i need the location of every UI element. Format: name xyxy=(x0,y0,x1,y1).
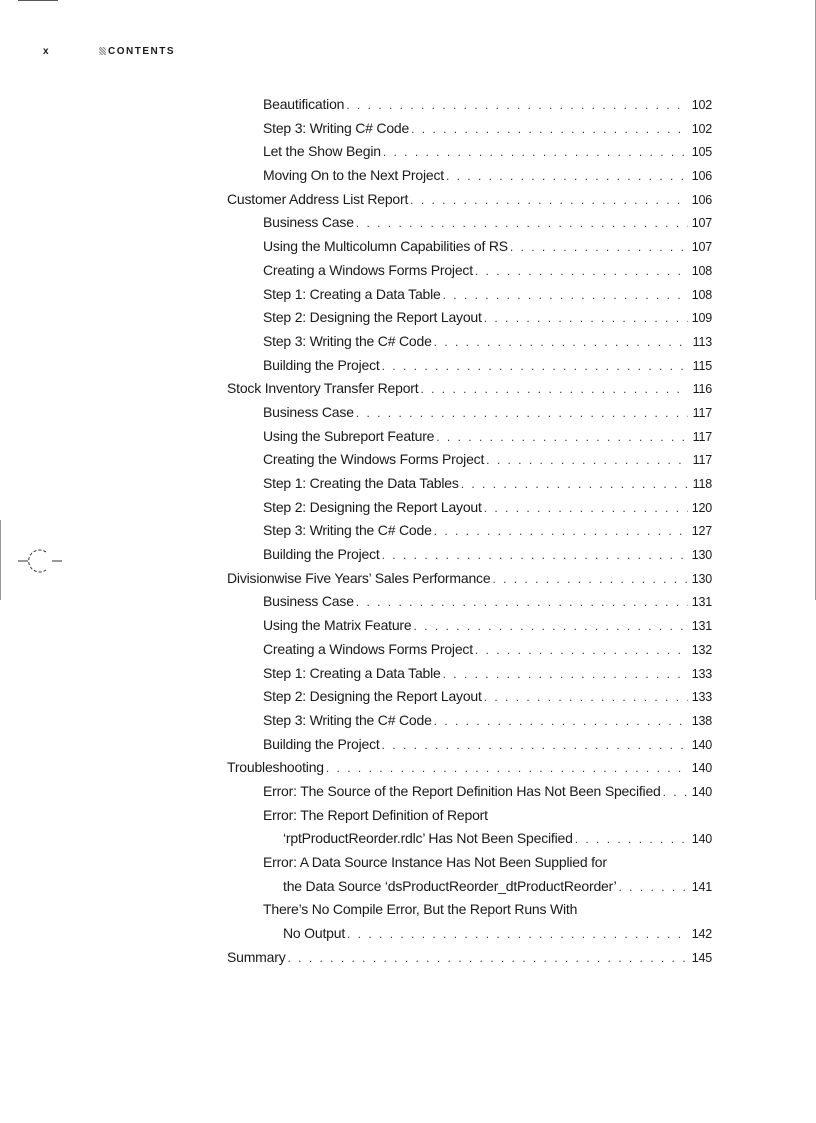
dot-leader xyxy=(288,951,689,965)
toc-entry[interactable] xyxy=(227,783,712,807)
toc-entry-title: Step 3: Writing the C# Code xyxy=(263,332,432,349)
toc-entry[interactable] xyxy=(227,736,712,760)
toc-entry-title: Moving On to the Next Project xyxy=(263,167,444,184)
dot-leader xyxy=(575,832,688,846)
toc-entry-page: 131 xyxy=(691,619,712,634)
dot-leader xyxy=(484,311,688,325)
toc-entry-title: Troubleshooting xyxy=(227,759,324,776)
toc-entry-title: No Output xyxy=(283,925,346,942)
toc-entry-title: Step 2: Designing the Report Layout xyxy=(263,309,482,326)
page-number: x xyxy=(43,45,51,57)
toc-entry[interactable] xyxy=(227,428,712,452)
toc-entry[interactable] xyxy=(227,451,712,475)
dot-leader xyxy=(443,288,688,302)
toc-entry[interactable] xyxy=(227,830,712,854)
toc-entry[interactable] xyxy=(227,167,712,191)
section-marker-icon xyxy=(99,47,106,55)
toc-entry-title: Step 3: Writing the C# Code xyxy=(263,522,432,539)
toc-entry[interactable] xyxy=(227,759,712,783)
dot-leader xyxy=(382,738,688,752)
toc-entry-page: 113 xyxy=(692,334,712,349)
toc-entry-page: 117 xyxy=(692,429,712,444)
toc-entry-title: Customer Address List Report xyxy=(227,190,409,207)
dot-leader xyxy=(446,169,688,183)
toc-entry[interactable] xyxy=(227,333,712,357)
toc-entry[interactable] xyxy=(227,238,712,262)
toc-entry-title: Step 3: Writing the C# Code xyxy=(263,711,432,728)
page-edge-left xyxy=(0,520,1,600)
toc-entry-title: Creating a Windows Forms Project xyxy=(263,640,473,657)
toc-entry-page: 118 xyxy=(692,477,712,491)
toc-entry-title: Beautification xyxy=(263,96,345,112)
toc-entry-page: 133 xyxy=(691,690,712,705)
toc-entry-page: 138 xyxy=(691,713,712,728)
toc-entry-title: Building the Project xyxy=(263,735,380,752)
toc-entry-title: Building the Project xyxy=(263,356,380,373)
toc-entry-page: 133 xyxy=(691,666,712,681)
toc-entry-title: Using the Matrix Feature xyxy=(263,617,412,634)
dot-leader xyxy=(475,264,688,278)
toc-entry-title: Step 1: Creating the Data Tables xyxy=(263,475,459,491)
section-title: CONTENTS xyxy=(108,45,175,57)
toc-entry-title: Stock Inventory Transfer Report xyxy=(227,380,419,397)
toc-entry-page: 127 xyxy=(691,524,712,539)
toc-entry[interactable] xyxy=(227,925,712,949)
toc-entry[interactable] xyxy=(227,262,712,286)
dot-leader xyxy=(411,122,688,136)
dot-leader xyxy=(326,761,688,775)
dot-leader xyxy=(356,406,688,420)
toc-entry-page: 106 xyxy=(691,192,712,207)
toc-entry-page: 142 xyxy=(691,927,712,942)
dot-leader xyxy=(420,382,688,396)
toc-entry[interactable] xyxy=(227,593,712,617)
toc-entry-title: Step 2: Designing the Report Layout xyxy=(263,688,482,705)
toc-entry-page: 132 xyxy=(691,642,712,657)
toc-entry[interactable] xyxy=(227,120,712,144)
toc-entry-page: 116 xyxy=(692,382,712,397)
toc-entry-page: 109 xyxy=(691,311,712,326)
toc-entry[interactable] xyxy=(227,878,712,902)
dot-leader xyxy=(492,572,688,586)
toc-entry-page: 141 xyxy=(691,879,712,894)
toc-entry[interactable] xyxy=(227,688,712,712)
toc-entry-page: 140 xyxy=(691,737,712,752)
toc-entry[interactable] xyxy=(227,665,712,689)
toc-entry-page: 102 xyxy=(691,121,712,136)
toc-entry-page: 102 xyxy=(691,98,712,112)
toc-entry[interactable] xyxy=(227,570,712,594)
toc-entry-title: Error: The Source of the Report Definition Has Not Been Specified xyxy=(263,782,661,799)
toc-entry[interactable] xyxy=(227,214,712,238)
dot-leader xyxy=(413,619,688,633)
toc-entry[interactable] xyxy=(227,499,712,523)
dot-leader xyxy=(347,927,688,941)
dot-leader xyxy=(619,880,688,894)
toc-entry-title: Summary xyxy=(227,948,286,965)
dot-leader xyxy=(484,501,688,515)
toc-entry-page: 108 xyxy=(691,287,712,302)
toc-entry-page: 120 xyxy=(691,500,712,515)
dot-leader xyxy=(356,595,688,609)
toc-entry-page: 115 xyxy=(692,358,712,373)
toc-entry-title: Let the Show Begin xyxy=(263,143,381,160)
dot-leader xyxy=(461,477,688,491)
toc-entry-title: Creating the Windows Forms Project xyxy=(263,451,485,468)
toc-entry-page: 107 xyxy=(691,216,712,231)
toc-entry-title: Step 3: Writing C# Code xyxy=(263,119,410,136)
toc-entry[interactable] xyxy=(227,357,712,381)
toc-entry[interactable] xyxy=(227,404,712,428)
toc-entry-title: Using the Multicolumn Capabilities of RS xyxy=(263,238,508,255)
toc-entry[interactable] xyxy=(227,807,712,831)
dot-leader xyxy=(663,785,688,799)
table-of-contents xyxy=(227,96,712,972)
toc-entry-page: 140 xyxy=(691,761,712,776)
toc-entry-title: Building the Project xyxy=(263,546,380,563)
toc-entry-title: Step 1: Creating a Data Table xyxy=(263,664,441,681)
toc-entry-page: 140 xyxy=(691,784,712,799)
toc-entry-page: 130 xyxy=(691,548,712,563)
toc-entry-page: 117 xyxy=(692,453,712,468)
toc-entry-page: 130 xyxy=(691,571,712,586)
toc-entry[interactable] xyxy=(227,380,712,404)
dot-leader xyxy=(434,335,688,349)
toc-entry-page: 107 xyxy=(691,240,712,255)
dot-leader xyxy=(410,193,688,207)
toc-entry[interactable] xyxy=(227,949,712,973)
toc-entry[interactable] xyxy=(227,854,712,878)
toc-entry[interactable] xyxy=(227,617,712,641)
toc-entry-title: ‘rptProductReorder.rdlc’ Has Not Been Specified xyxy=(283,830,573,847)
toc-entry-title: Error: A Data Source Instance Has Not Been Supplied for xyxy=(263,854,607,870)
toc-entry[interactable] xyxy=(227,143,712,167)
toc-entry[interactable] xyxy=(227,191,712,215)
toc-entry-page: 117 xyxy=(692,405,712,420)
toc-entry-page: 105 xyxy=(691,145,712,160)
toc-entry-page: 106 xyxy=(691,169,712,184)
dot-leader xyxy=(383,145,688,159)
toc-entry[interactable] xyxy=(227,96,712,120)
dot-leader xyxy=(382,359,688,373)
toc-entry-page: 108 xyxy=(691,263,712,278)
toc-entry[interactable] xyxy=(227,309,712,333)
dot-leader xyxy=(436,430,688,444)
toc-entry-title: Step 2: Designing the Report Layout xyxy=(263,498,482,515)
registration-mark-icon xyxy=(18,548,62,576)
toc-entry-title: Creating a Windows Forms Project xyxy=(263,261,473,278)
dot-leader xyxy=(434,714,688,728)
dot-leader xyxy=(486,453,688,467)
toc-entry-title: Business Case xyxy=(263,593,354,610)
toc-entry-title: There’s No Compile Error, But the Report Runs With xyxy=(263,901,578,918)
toc-entry[interactable] xyxy=(227,286,712,310)
dot-leader xyxy=(346,98,688,112)
dot-leader xyxy=(382,548,688,562)
toc-entry[interactable] xyxy=(227,522,712,546)
toc-entry-page: 140 xyxy=(691,832,712,847)
toc-entry[interactable] xyxy=(227,712,712,736)
dot-leader xyxy=(510,240,688,254)
toc-entry-title: Business Case xyxy=(263,403,354,420)
dot-leader xyxy=(434,524,688,538)
dot-leader xyxy=(356,216,688,230)
toc-entry[interactable] xyxy=(227,546,712,570)
running-head xyxy=(43,44,175,58)
toc-entry[interactable] xyxy=(227,475,712,499)
toc-entry[interactable] xyxy=(227,641,712,665)
dot-leader xyxy=(443,667,688,681)
toc-entry-page: 131 xyxy=(691,595,712,610)
toc-entry-title: Step 1: Creating a Data Table xyxy=(263,285,441,302)
toc-entry-title: Divisionwise Five Years’ Sales Performance xyxy=(227,569,491,586)
dot-leader xyxy=(484,690,688,704)
toc-entry-title: Business Case xyxy=(263,214,354,231)
crop-mark-top xyxy=(18,0,58,1)
toc-entry-title: Error: The Report Definition of Report xyxy=(263,806,488,823)
toc-entry-page: 145 xyxy=(691,950,712,965)
dot-leader xyxy=(475,643,688,657)
toc-entry-title: the Data Source ‘dsProductReorder_dtProductReorder’ xyxy=(283,877,617,894)
toc-entry[interactable] xyxy=(227,901,712,925)
toc-entry-title: Using the Subreport Feature xyxy=(263,427,435,444)
